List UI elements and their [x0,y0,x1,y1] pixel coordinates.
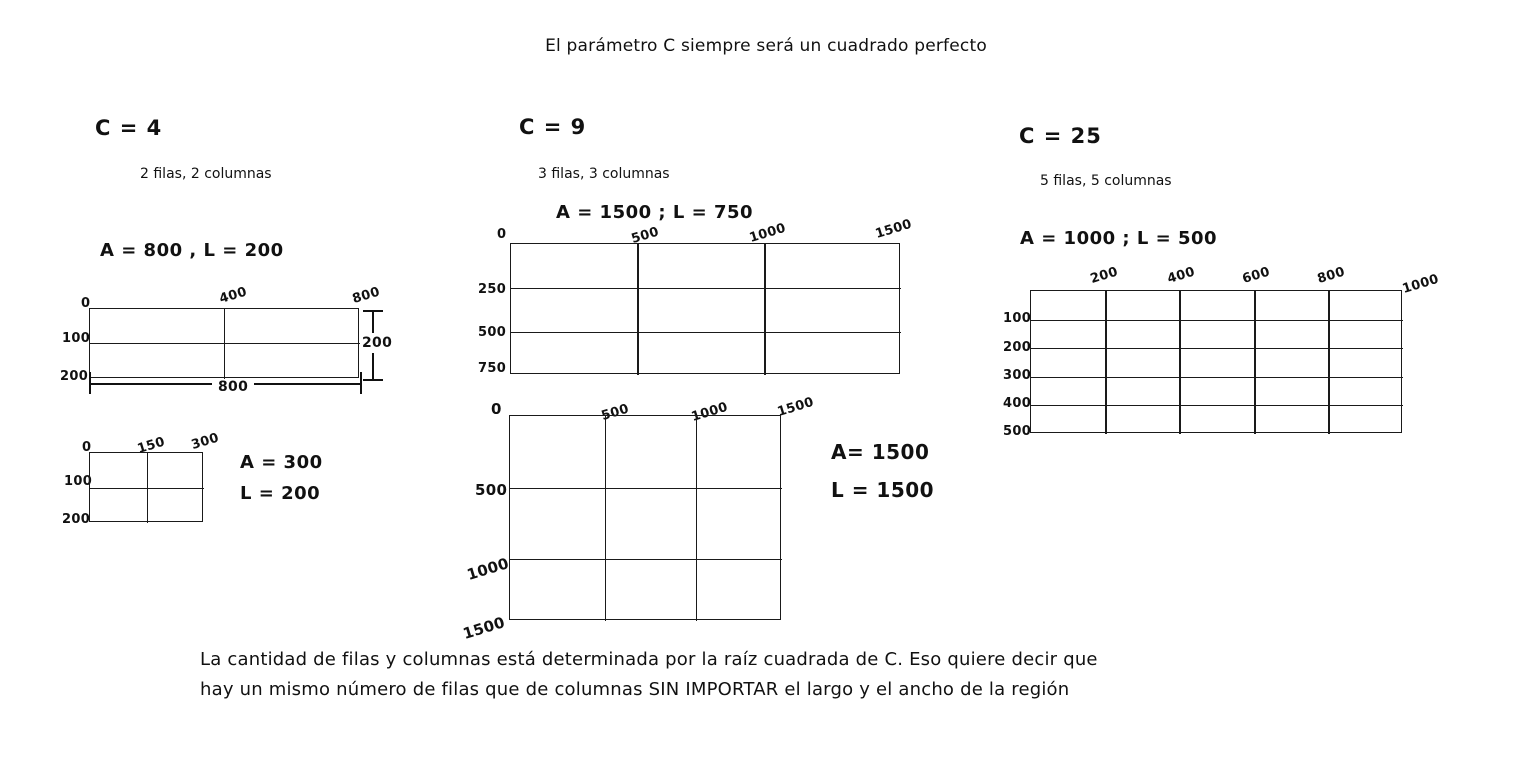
section-sublabel-c9: 3 filas, 3 columnas [538,166,670,182]
xtick-c9-g2-0: 0 [491,400,502,418]
grid-row-line [1031,348,1403,349]
measure-height-cap-bottom [363,379,383,381]
section-label-c25: C = 25 [1019,124,1102,148]
xtick-c9-g1-0: 0 [497,227,507,242]
ytick-c9-g1-2: 500 [478,325,507,340]
xtick-c25-3: 600 [1240,264,1272,287]
grid-row-line [1031,405,1403,406]
measure-height-cap-top [363,310,383,312]
ytick-c9-g2-3: 1500 [460,613,508,643]
section-label-c4: C = 4 [95,116,163,140]
ytick-c25-2: 200 [1003,340,1032,355]
caption-line-2: hay un mismo número de filas que de columnas SIN IMPORTAR el largo y el ancho de la región [200,679,1070,700]
grid-col-line [224,309,225,379]
xtick-c4-g1-1: 400 [217,284,249,307]
section-sublabel-c4: 2 filas, 2 columnas [140,166,272,182]
formula-c4-grid2-a: A = 300 [240,452,323,473]
formula-c9-grid2-l: L = 1500 [831,478,935,502]
caption-line-1: La cantidad de filas y columnas está determinada por la raíz cuadrada de C. Eso quiere decir que [200,649,1098,670]
ytick-c9-g2-2: 1000 [464,554,512,584]
ytick-c4-g2-1: 100 [64,474,93,489]
ytick-c4-g2-2: 200 [62,512,91,527]
measure-height-label: 200 [362,335,393,351]
xtick-c25-1: 200 [1088,264,1120,287]
grid-row-line [510,488,782,489]
page-title: El parámetro C siempre será un cuadrado perfecto [545,36,987,56]
measure-width-label: 800 [212,379,254,395]
grid-col-line [1179,291,1181,434]
grid-row-line [1031,377,1403,378]
xtick-c4-g2-1: 150 [135,434,167,457]
ytick-c9-g1-1: 250 [478,282,507,297]
section-label-c9: C = 9 [519,115,587,139]
grid-col-line [696,416,697,621]
grid-col-line [764,244,766,375]
grid-c9-rect1 [510,243,900,374]
ytick-c25-4: 400 [1003,396,1032,411]
ytick-c4-g1-2: 200 [60,369,89,384]
grid-c4-rect1 [89,308,359,378]
xtick-c9-g2-3: 1500 [775,394,816,420]
xtick-c4-g2-2: 300 [189,430,221,453]
xtick-c25-4: 800 [1315,264,1347,287]
bottom-caption [200,645,1320,705]
grid-col-line [1328,291,1330,434]
measure-width-cap-right [360,372,362,394]
ytick-c25-1: 100 [1003,311,1032,326]
grid-c4-rect2 [89,452,203,522]
xtick-c9-g1-3: 1500 [873,216,914,242]
formula-c25-grid1: A = 1000 ; L = 500 [1020,228,1218,249]
section-sublabel-c25: 5 filas, 5 columnas [1040,173,1172,189]
grid-col-line [605,416,606,621]
grid-col-line [1105,291,1107,434]
xtick-c4-g2-0: 0 [82,440,92,455]
ytick-c4-g1-1: 100 [62,331,91,346]
xtick-c4-g1-0: 0 [81,296,91,311]
ytick-c25-5: 500 [1003,424,1032,439]
grid-row-line [90,343,360,344]
xtick-c9-g1-2: 1000 [747,220,788,246]
formula-c9-grid2-a: A= 1500 [831,440,930,464]
measure-width-cap-left [89,372,91,394]
xtick-c25-5: 1000 [1400,271,1441,297]
formula-c9-grid1: A = 1500 ; L = 750 [556,202,754,223]
ytick-c9-g1-3: 750 [478,361,507,376]
grid-col-line [147,453,148,523]
grid-c25-rect1 [1030,290,1402,433]
xtick-c9-g2-1: 500 [599,401,631,424]
grid-row-line [1031,320,1403,321]
grid-row-line [511,332,901,333]
formula-c4-grid1: A = 800 , L = 200 [100,240,284,261]
formula-c4-grid2-l: L = 200 [240,483,321,504]
xtick-c9-g2-2: 1000 [689,399,730,425]
xtick-c25-2: 400 [1165,264,1197,287]
xtick-c4-g1-2: 800 [350,284,382,307]
ytick-c9-g2-1: 500 [475,481,508,499]
ytick-c25-3: 300 [1003,368,1032,383]
grid-row-line [511,288,901,289]
grid-col-line [637,244,639,375]
xtick-c9-g1-1: 500 [629,224,661,247]
grid-c9-rect2 [509,415,781,620]
grid-col-line [1254,291,1256,434]
grid-row-line [510,559,782,560]
